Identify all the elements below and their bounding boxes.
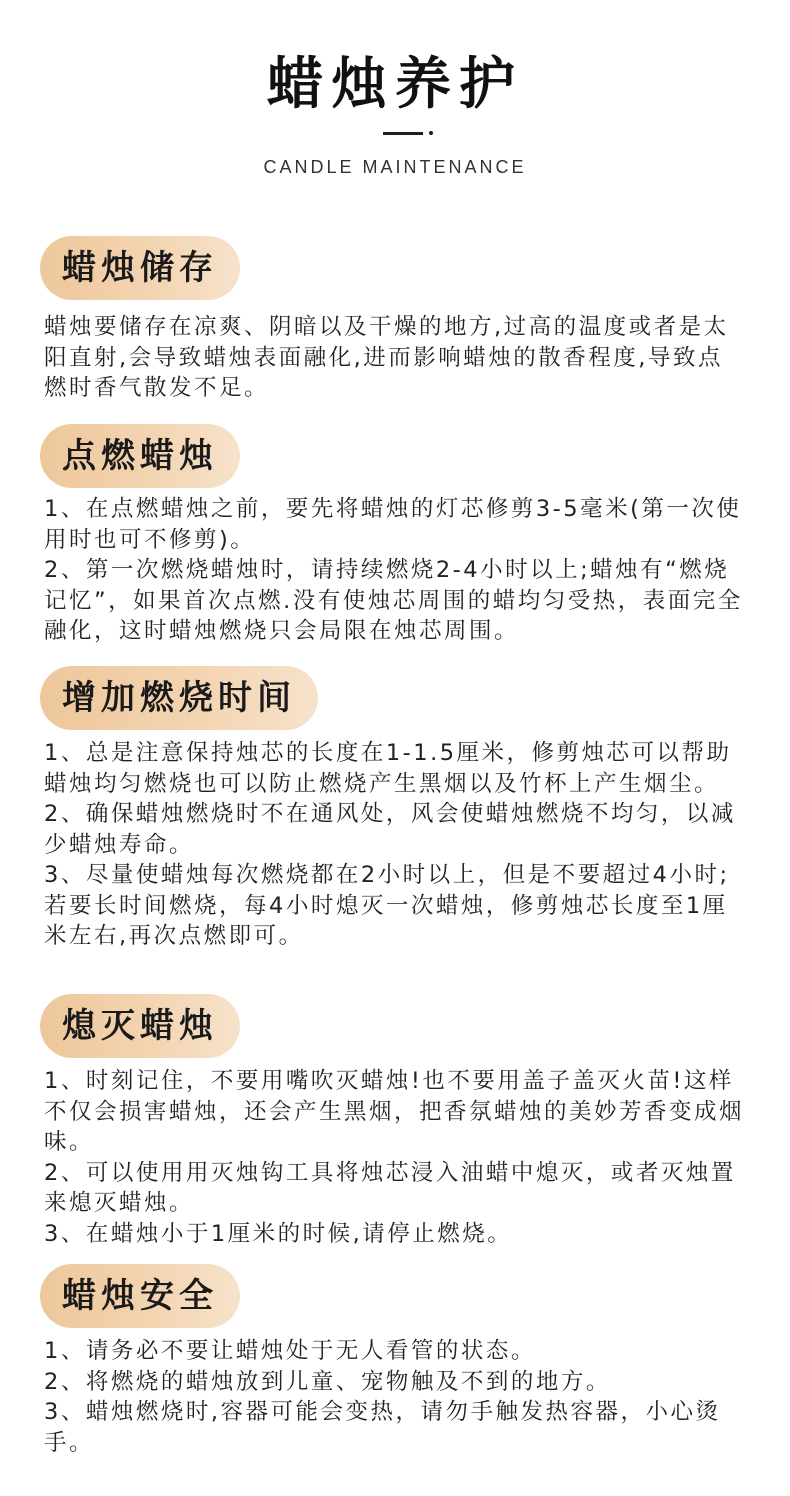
section-heading: 增加燃烧时间 xyxy=(40,666,318,730)
section-body xyxy=(44,312,744,404)
section-body xyxy=(44,494,744,647)
section-heading: 熄灭蜡烛 xyxy=(40,994,240,1058)
paragraph: 1、总是注意保持烛芯的长度在1-1.5厘米，修剪烛芯可以帮助蜡烛均匀燃烧也可以防止燃烧产生黑烟以及竹杯上产生烟尘。 xyxy=(44,740,732,797)
paragraph: 1、时刻记住，不要用嘴吹灭蜡烛!也不要用盖子盖灭火苗!这样不仅会损害蜡烛，还会产生黑烟，把香氛蜡烛的美妙芳香变成烟味。 xyxy=(44,1068,745,1155)
section-heading: 蜡烛储存 xyxy=(40,236,240,300)
title-divider-dot xyxy=(429,131,433,135)
paragraph: 2、确保蜡烛燃烧时不在通风处，风会使蜡烛燃烧不均匀，以减少蜡烛寿命。 xyxy=(44,801,736,858)
section-heading: 点燃蜡烛 xyxy=(40,424,240,488)
paragraph: 1、请务必不要让蜡烛处于无人看管的状态。 xyxy=(44,1338,536,1364)
paragraph: 3、在蜡烛小于1厘米的时候,请停止燃烧。 xyxy=(44,1220,513,1247)
paragraph: 蜡烛要储存在凉爽、阴暗以及干燥的地方,过高的温度或者是太阳直射,会导致蜡烛表面融化,进而影响蜡烛的散香程度,导致点燃时香气散发不足。 xyxy=(44,314,729,401)
paragraph: 2、第一次燃烧蜡烛时，请持续燃烧2-4小时以上;蜡烛有“燃烧记忆”，如果首次点燃.没有使烛芯周围的蜡均匀受热，表面完全融化，这时蜡烛燃烧只会局限在烛芯周围。 xyxy=(44,557,743,644)
paragraph: 2、将燃烧的蜡烛放到儿童、宠物触及不到的地方。 xyxy=(44,1368,611,1395)
paragraph: 2、可以使用用灭烛钩工具将烛芯浸入油蜡中熄灭，或者灭烛置来熄灭蜡烛。 xyxy=(44,1159,736,1216)
section-body xyxy=(44,738,744,952)
section-body xyxy=(44,1066,744,1249)
paragraph: 1、在点燃蜡烛之前，要先将蜡烛的灯芯修剪3-5毫米(第一次使用时也可不修剪)。 xyxy=(44,496,742,553)
paragraph: 3、蜡烛燃烧时,容器可能会变热，请勿手触发热容器，小心烫手。 xyxy=(44,1399,721,1456)
page-subtitle: CANDLE MAINTENANCE xyxy=(263,157,527,177)
page-title: 蜡烛养护 xyxy=(267,52,523,117)
paragraph: 3、尽量使蜡烛每次燃烧都在2小时以上，但是不要超过4小时;若要长时间燃烧，每4小时熄灭一次蜡烛，修剪烛芯长度至1厘米左右,再次点燃即可。 xyxy=(44,862,730,949)
title-divider xyxy=(383,132,423,135)
section-heading: 蜡烛安全 xyxy=(40,1264,240,1328)
page-header xyxy=(0,0,790,200)
section-body xyxy=(44,1336,744,1458)
